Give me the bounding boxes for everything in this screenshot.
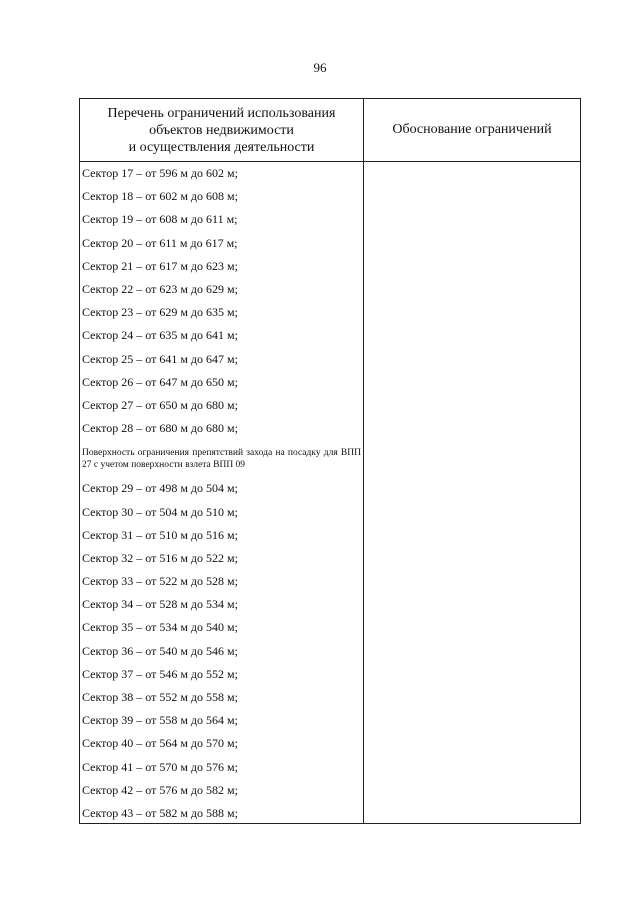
- table-row: Сектор 24 – от 635 м до 641 м;: [82, 328, 238, 343]
- table-row: Сектор 18 – от 602 м до 608 м;: [82, 189, 238, 204]
- table-row: Сектор 31 – от 510 м до 516 м;: [82, 527, 238, 542]
- table-row: Сектор 30 – от 504 м до 510 м;: [82, 504, 238, 519]
- table-row: Сектор 41 – от 570 м до 576 м;: [82, 759, 238, 774]
- table-row: Сектор 39 – от 558 м до 564 м;: [82, 713, 238, 728]
- table-row: Сектор 33 – от 522 м до 528 м;: [82, 574, 238, 589]
- table-row: Сектор 21 – от 617 м до 623 м;: [82, 258, 238, 273]
- table-row: Сектор 35 – от 534 м до 540 м;: [82, 620, 238, 635]
- table-row: Сектор 27 – от 650 м до 680 м;: [82, 397, 238, 412]
- table-row: Сектор 23 – от 629 м до 635 м;: [82, 305, 238, 320]
- page-number: 96: [313, 60, 327, 75]
- table-row: Сектор 40 – от 564 м до 570 м;: [82, 736, 238, 751]
- table-row: Сектор 26 – от 647 м до 650 м;: [82, 374, 238, 389]
- table-row: Сектор 38 – от 552 м до 558 м;: [82, 690, 238, 705]
- header-justification: Обоснование ограничений: [392, 122, 552, 137]
- header-left-line: Перечень ограничений использования: [107, 105, 336, 121]
- table-row: Сектор 25 – от 641 м до 647 м;: [82, 351, 238, 366]
- note-text: Поверхность ограничения препятствий захода на посадку для ВПП 27 с учетом поверхности взлета ВПП 09: [82, 447, 361, 470]
- table-row: Сектор 42 – от 576 м до 582 м;: [82, 782, 238, 797]
- table-row: Сектор 43 – от 582 м до 588 м;: [82, 805, 238, 820]
- table-row: Сектор 34 – от 528 м до 534 м;: [82, 597, 238, 612]
- header-left-line: объектов недвижимости: [149, 122, 294, 138]
- table-row: Сектор 20 – от 611 м до 617 м;: [82, 235, 238, 250]
- column-divider: [363, 99, 364, 823]
- table-row: Сектор 36 – от 540 м до 546 м;: [82, 643, 238, 658]
- header-left-line: и осуществления деятельности: [128, 139, 315, 155]
- table-row: Сектор 19 – от 608 м до 611 м;: [82, 212, 238, 227]
- table-row: Сектор 32 – от 516 м до 522 м;: [82, 550, 238, 565]
- table-row: Сектор 29 – от 498 м до 504 м;: [82, 481, 238, 496]
- table-rows: [80, 162, 363, 825]
- table-header: [80, 99, 580, 162]
- table-row: Сектор 28 – от 680 м до 680 м;: [82, 421, 238, 436]
- table-row: Сектор 17 – от 596 м до 602 м;: [82, 166, 238, 181]
- restrictions-table: [79, 98, 581, 824]
- table-row: Сектор 22 – от 623 м до 629 м;: [82, 282, 238, 297]
- table-row-note: [80, 440, 363, 477]
- table-row: Сектор 37 – от 546 м до 552 м;: [82, 666, 238, 681]
- header-restrictions-list: [80, 99, 363, 161]
